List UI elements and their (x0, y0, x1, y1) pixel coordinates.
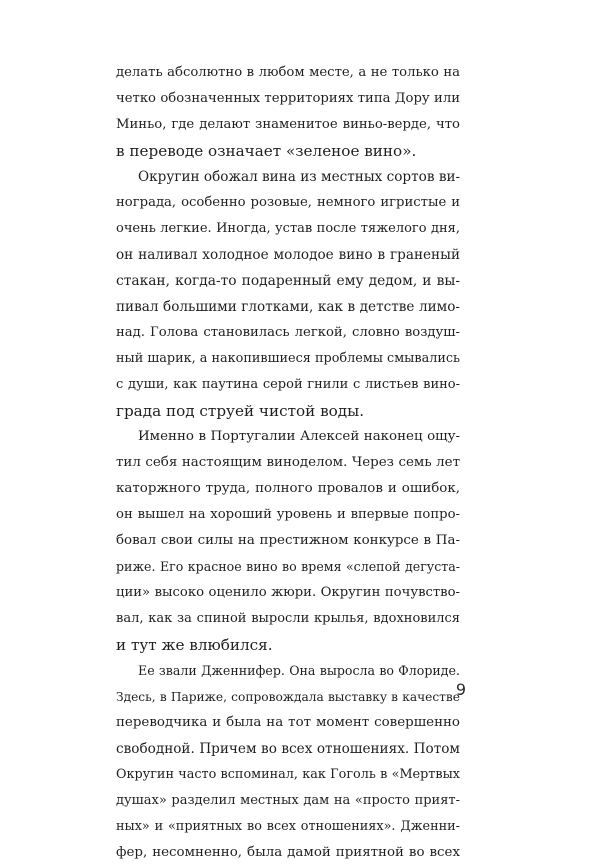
text-line: Здесь, в Париже, сопровождала выставку в качестве (116, 690, 460, 704)
paragraph-4 (116, 658, 460, 866)
page-number: 9 (455, 680, 466, 699)
text-line: тил себя настоящим виноделом. Через семь лет (116, 455, 460, 470)
text-line: Округин обожал вина из местных сортов ви- (138, 169, 461, 185)
text-line: вал, как за спиной выросли крылья, вдохновился (116, 611, 460, 626)
text-line: нограда, особенно розовые, немного игристые и (116, 195, 460, 210)
paragraph-3 (116, 424, 460, 658)
text-line: над. Голова становилась легкой, словно воздуш- (116, 325, 460, 340)
text-line: он наливал холодное молодое вино в граненый (116, 247, 460, 263)
paragraph-1 (116, 60, 460, 164)
text-line: стакан, когда-то подаренный ему дедом, и вы- (116, 273, 460, 289)
text-line: делать абсолютно в любом месте, а не только на (116, 65, 460, 80)
text-line: Округин часто вспоминал, как Гоголь в «Мертвых (116, 767, 460, 782)
text-line: ции» высоко оценило жюри. Округин почувство- (116, 585, 460, 600)
text-line: и тут же влюбился. (116, 636, 273, 654)
text-line: Именно в Португалии Алексей наконец ощу- (138, 429, 460, 444)
text-line: переводчика и была на тот момент совершенно (116, 715, 460, 730)
text-line: каторжного труда, полного провалов и ошибок, (116, 481, 460, 496)
text-line: он вышел на хороший уровень и впервые попро- (116, 507, 460, 522)
body-text (116, 60, 460, 866)
text-line: ных» и «приятных во всех отношениях». Дженни- (116, 819, 460, 834)
text-line: града под струей чистой воды. (116, 402, 365, 420)
text-line: Ее звали Дженнифер. Она выросла во Флориде. (138, 663, 460, 678)
text-line: пивал большими глотками, как в детстве лимо- (116, 299, 460, 315)
text-line: с души, как паутина серой гнили с листьев вино- (116, 377, 460, 392)
paragraph-2 (116, 164, 460, 424)
text-line: Миньо, где делают знаменитое виньо-верде, что (116, 117, 460, 132)
text-line: бовал свои силы на престижном конкурсе в Па- (116, 533, 460, 548)
text-line: четко обозначенных территориях типа Дору или (116, 91, 460, 106)
text-line: в переводе означает «зеленое вино». (116, 142, 417, 160)
text-line: ный шарик, а накопившиеся проблемы смывались (116, 351, 460, 366)
text-line: свободной. Причем во всех отношениях. Потом (116, 741, 460, 757)
text-line: очень легкие. Иногда, устав после тяжелого дня, (116, 221, 460, 236)
text-line: душах» разделил местных дам на «просто прият- (116, 793, 460, 808)
text-line: фер, несомненно, была дамой приятной во всех (116, 845, 460, 860)
text-line: риже. Его красное вино во время «слепой дегуста- (116, 559, 460, 574)
